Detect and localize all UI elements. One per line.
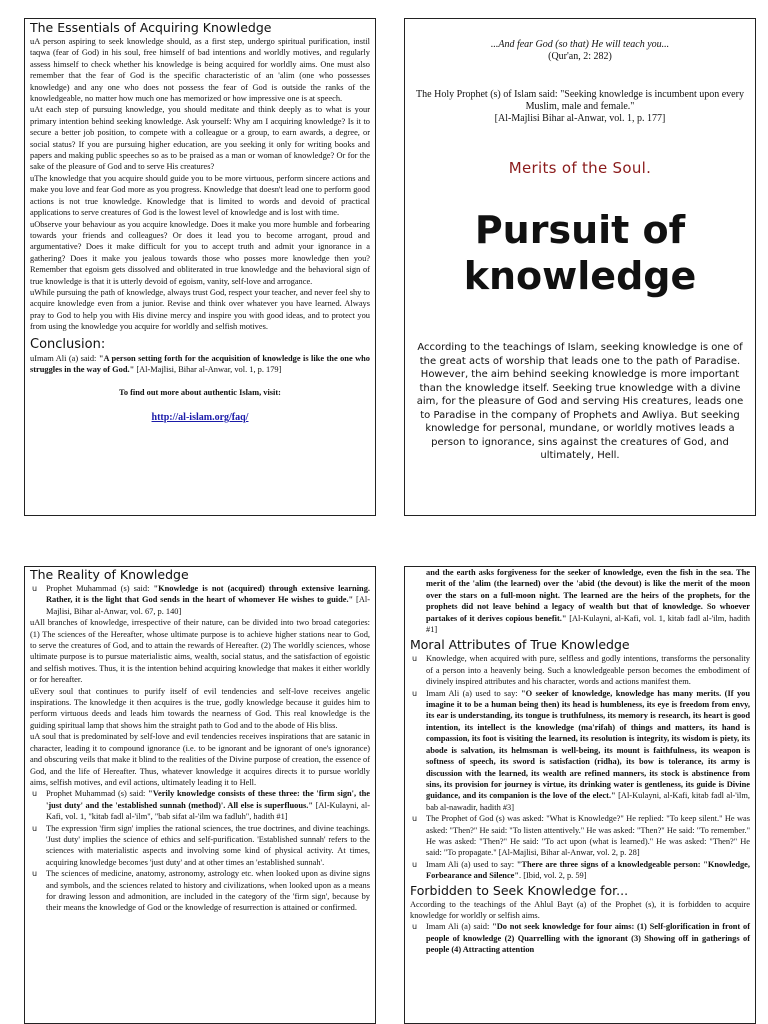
cover-intro: According to the teachings of Islam, seeking knowledge is one of the great acts of worship that leads one to the path of Paradise. However, the aim behind seeking knowledge is more important than the knowledge itself. Seeking true knowledge with a divine aim, for the pleasure of God and serving His creatures, leads one to Paradise in the company of Prophets and Awliya. But seeking knowledge for personal, mundane, or worldly motives leads a person to ignorance, sins against the creatures of God, and ultimately, Hell. (416, 342, 744, 461)
continued-hadith: and the earth asks forgiveness for the seeker of knowledge, even the fish in the sea. The merit of the 'alim (the learned) over the 'abid (the devout) is like the merit of the moon over the stars on a full-moon night. The learned are the heirs of the prophets, for the prophets did not leave behind a legacy of wealth but that of knowledge. So whoever partakes of it derives copious benefit." [Al-Kulayni, al-Kafi, vol. 1, kitab fadl al-'ilm, hadith #1] (426, 568, 750, 635)
reality-paragraph: uEvery soul that continues to purify itself of evil tendencies and self-love receives angelic inspirations. The knowledge it then acquires is the true, godly knowledge because it guides him to perform virtuous deeds and leads him towards the nearness of God. This real knowledge is the guiding spiritual lamp that shows him the straight path to God and to the abode of His bliss. (30, 686, 370, 730)
list-item: u The expression 'firm sign' implies the rational sciences, the true doctrines, and divine teachings. 'Just duty' implies the science of ethics and self-purification. 'Established sunnah' refers to the sciences with materialistic aspects and involving some kind of physical activity. At times, acquiring knowledge becomes 'just duty' and at other times an 'established sunnah'. (30, 823, 370, 869)
moral-heading: Moral Attributes of True Knowledge (410, 637, 630, 653)
essentials-paragraph: uObserve your behaviour as you acquire knowledge. Does it make you more humble and forbearing towards your friends and colleagues? Or does it lead you to become arrogant, proud and argumentative? Does it make difficult for you to accept truth and admit your ignorance in a gathering? Does it make you jealous towards those who posses more knowledge then you? Remember that egoism gets dissolved and obliterated in true knowledge and the behavioral sign of true knowledge is that it is utterly devoid of egoism, vanity, self-love and arrogance. (30, 219, 370, 286)
essentials-paragraph: uAt each step of pursuing knowledge, you should meditate and think deeply as to what is your primary intention behind seeking knowledge. Ask yourself: Why am I acquiring knowledge? Is it to secure a better job position, to compete with a colleague or a group, to earn awards, a degree, or social status? If you are pursuing higher education, are you seeking it only for writing books and papers and making public speeches so as to be praised as a man or woman of knowledge? Or for the sake of the pleasure of God and to serve His creatures? (30, 105, 370, 172)
list-item: u Imam Ali (a) said: "Do not seek knowledge for four aims: (1) Self-glorification in front of people of knowledge (2) Quarrelling with the ignorant (3) Showing off in gatherings of people (4) Attracting attention (410, 921, 750, 955)
list-item: u The sciences of medicine, anatomy, astronomy, astrology etc. when looked upon as divine signs and symbols, and the sciences related to history and civilizations, when looked upon as a means for drawing lesson and admonition, are included in the category of the 'firm sign', because by their means the knowledge of God or the knowledge of resurrection is attained or confirmed. (30, 868, 370, 914)
page-title: Pursuit of knowledge (463, 208, 697, 298)
conclusion-text (30, 353, 370, 376)
essentials-paragraph: uA person aspiring to seek knowledge should, as a first step, undergo spiritual purification, instil taqwa (fear of God) in his soul, free himself of bad intentions and worldly motives, and regularly assess himself to check whether his knowledge is being acquired for worldly aims. One must also remember that the fear of God is the specific characteristic of an 'alim (one who possesses knowledge) and any one who does not possess the fear of God is outside the ranks of the knowledgeable, no matter how much one has memorized or how impressive one is at speech. (30, 37, 370, 104)
conclusion-quote: "A person setting forth for the acquisition of knowledge is like the one who struggles in the way of God." (30, 353, 370, 374)
subtitle: Merits of the Soul. (508, 159, 652, 177)
conclusion-source: [Al-Majlisi, Bihar al-Anwar, vol. 1, p. 179] (134, 364, 282, 374)
essentials-heading: The Essentials of Acquiring Knowledge (30, 20, 272, 35)
essentials-panel (24, 18, 376, 516)
find-out-text: To find out more about authentic Islam, visit: (119, 388, 281, 398)
cover-panel (404, 18, 756, 516)
reality-heading: The Reality of Knowledge (30, 567, 189, 582)
quran-quote: ...And fear God (so that) He will teach you... (490, 39, 670, 50)
reality-paragraph: uAll branches of knowledge, irrespective of their nature, can be divided into two broad categories: (1) The sciences of the Hereafter, whose ultimate purpose is to achieve higher stations near to God, to serve the creatures of God, and to attain the rewards of Hereafter. (2) The worldly sciences, whose ultimate purpose is to pursue materialistic aims, wealth, social status, and the satisfaction of egoistic and selfish motives. Thus, it is the intention behind acquiring knowledge that makes it either worldly or for hereafter. (30, 618, 370, 685)
list-item: u Knowledge, when acquired with pure, selfless and godly intentions, transforms the personality of a person into a heavenly being. Such a knowledgeable person becomes the embodiment of divinely inspired attributes and his character, words and actions manifest them. (410, 653, 750, 687)
essentials-paragraph: uWhile pursuing the path of knowledge, always trust God, respect your teacher, and never feel shy to acquire knowledge even from a junior. Revise and think over whatever you have learned. Always pray to God to help you with His divine mercy and inspire you with good ideas, and to protect you from using the knowledge you acquire for worldly and selfish motives. (30, 287, 370, 332)
list-item: u Prophet Muhammad (s) said: "Verily knowledge consists of these three: the 'firm sign', the 'just duty' and the 'established sunnah (method)'. All else is superfluous." [Al-Kulayni, al-Kafi, vol. 1, "kitab fadl al-'ilm", "bab sifat al-'ilm wa fadluh", hadith #1] (30, 788, 370, 822)
hadith-source: [Al-Majlisi Bihar al-Anwar, vol. 1, p. 177] (494, 113, 666, 124)
list-item: u Prophet Muhammad (s) said: "Knowledge is not (acquired) through extensive learning. Rather, it is the light that God sends in the heart of whomever He wishes to guide." [Al-Majlisi, Bihar al-Anwar, vol. 67, p. 140] (30, 583, 370, 617)
list-item: u The Prophet of God (s) was asked: "What is Knowledge?" He replied: "To keep silent." He was asked: "Then?" He said: "To listen attentively." He was asked: "Then?" He said: "To remember." He was asked: "Then?" He said: "To act upon (what is learned)." He was asked: "Then?" He said: "To propagate." [Al-Majlisi, Bihar al-Anwar, vol. 2, p. 28] (410, 813, 750, 859)
conclusion-lead: uImam Ali (a) said: (30, 353, 99, 363)
moral-panel (404, 566, 756, 1024)
reality-paragraph: uA soul that is predominated by self-love and evil tendencies receives inspirations that are satanic in character, leading it to compound ignorance (i.e. to be ignorant and be ignorant of one's ignorance) and obscuring veils that make it blind to the realities of the Divine purpose of creation, the essence of God, and the life of Hereafter. Thus, whatever knowledge it acquires directs it to pursue worldly aims, selfish motives, and evil actions, ultimately leading it to Hell. (30, 732, 370, 787)
list-item: u Imam Ali (a) used to say: "There are three signs of a knowledgeable person: "Knowledge, Forbearance and Silence". [Ibid, vol. 2, p. 59] (410, 859, 750, 882)
forbidden-intro: According to the teachings of the Ahlul Bayt (a) of the Prophet (s), it is forbidden to acquire knowledge for worldly or selfish aims. (410, 899, 750, 920)
essentials-paragraph: uThe knowledge that you acquire should guide you to be more virtuous, perform sincere actions and make you love and fear God more as you progress. Knowledge that doesn't lead one to perform good actions is not true knowledge. Knowledge that is limited to words and devoid of practical applications to serve creatures of God is the lowest level of knowledge and is lost with time. (30, 173, 370, 218)
al-islam-link[interactable]: http://al-islam.org/faq/ (151, 411, 249, 423)
conclusion-heading: Conclusion: (30, 336, 106, 352)
quran-source: (Qur'an, 2: 282) (548, 51, 612, 62)
list-item: u Imam Ali (a) used to say: "O seeker of knowledge, knowledge has many merits. (If you imagine it to be a human being then) its head is humbleness, its eye is freedom from envy, its ear is understanding, its tongue is truthfulness, its memory is research, its heart is good intention, its intellect is the knowledge (ma'rifah) of things and matters, its hand is compassion, its foot is visiting the learned, its resolution is integrity, its wisdom is piety, its abode is salvation, its helmsman is well-being, its mount is faithfulness, its weapon is softness of speech, its sword is satisfaction (ridha), its bow is tolerance, its army is discussion with the learned, its wealth are refined manners, its stock is abstinence from sins, its provision for journey is virtue, its drinking water is gentleness, its guide is Divine guidance, and its companion is the love of the elect." [Al-Kulayni, al-Kafi, kitab fadl al-'ilm, bab al-nawadir, hadith #3] (410, 688, 750, 813)
reality-panel (24, 566, 376, 1024)
prophet-hadith: The Holy Prophet (s) of Islam said: "Seeking knowledge is incumbent upon every Muslim, male and female." (416, 89, 744, 112)
forbidden-heading: Forbidden to Seek Knowledge for... (410, 882, 629, 898)
